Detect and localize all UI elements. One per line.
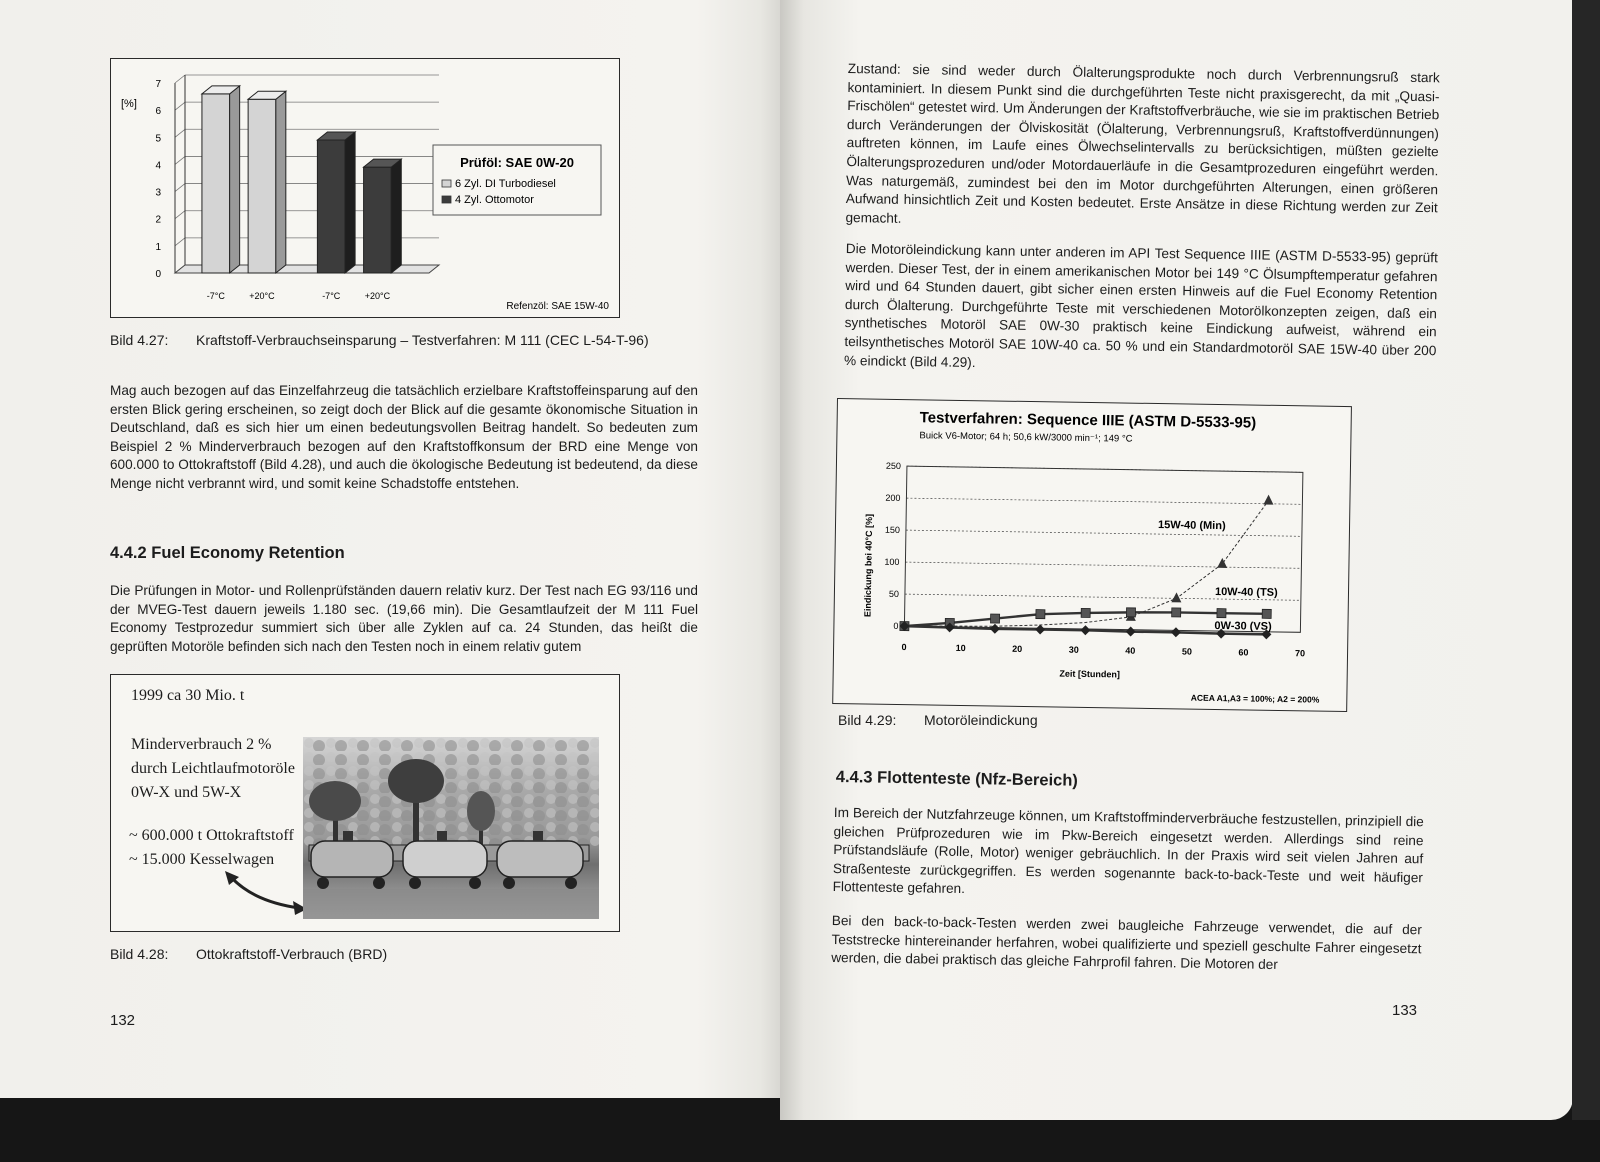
gridline — [175, 156, 185, 164]
caption-text: Kraftstoff-Verbrauchseinsparung – Testverfahren: M 111 (CEC L-54-T-96) — [196, 332, 649, 348]
bar-front — [364, 167, 392, 273]
figure-4-28 — [110, 674, 620, 932]
bar-front — [248, 99, 276, 273]
series-label-0w30: 0W-30 (VS) — [1214, 619, 1272, 633]
data-point — [990, 624, 1000, 634]
gridline — [175, 102, 185, 110]
y-tick-label: 200 — [885, 492, 901, 504]
x-category-label: -7°C — [206, 291, 225, 301]
x-tick-label: 50 — [1181, 646, 1193, 657]
caption-4-28 — [110, 946, 387, 962]
gridline — [175, 211, 185, 219]
bar — [364, 159, 402, 273]
gridline — [906, 498, 1302, 504]
y-tick-label: 150 — [884, 524, 901, 536]
y-tick-label: 100 — [884, 556, 900, 568]
tanker-train-photo — [303, 737, 599, 919]
x-tick-label: 0 — [901, 642, 907, 653]
caption-number: Bild 4.27: — [110, 332, 169, 348]
figure-4-27 — [110, 58, 620, 318]
reduction-line: 0W-X und 5W-X — [131, 784, 242, 801]
series-label-10w40: 10W-40 (TS) — [1214, 585, 1278, 599]
y-tick-label: 250 — [885, 460, 902, 472]
fuel-amount: ~ 600.000 t Ottokraftstoff — [129, 827, 294, 844]
reference-note: Refenzöl: SAE 15W-40 — [506, 301, 609, 312]
paragraph-economy: Mag auch bezogen auf das Einzelfahrzeug die tatsächlich erzielbare Kraftstoffeinsparung auf den ersten Blick gering erscheinen, so zeigt doch der Blick auf die gesamte ökonomische Situation in Deutschland, daß es sich hier um einen bedeutungsvollen Beitrag handelt. So bedeuten zum Beispiel 2 % Minderverbrauch bezogen auf den Kraftstoffkonsum der BRD eine Menge von 600.000 to Ottokraftstoff (Bild 4.28), und auch die ökologische Bedeutung ist bedeutend, da diese Menge nicht verbrannt wird, und somit keine Schadstoffe entstehen. — [110, 383, 698, 491]
data-point — [1126, 626, 1136, 636]
y-tick-label: 3 — [155, 187, 161, 199]
y-tick-label: 6 — [155, 106, 161, 118]
y-tick-label: 50 — [888, 588, 900, 599]
gridline — [175, 184, 185, 192]
legend-swatch-diesel — [442, 180, 451, 187]
section-heading-443: 4.4.3 Flottenteste (Nfz-Bereich) — [835, 768, 1079, 790]
data-point — [1081, 608, 1090, 617]
x-tick-label: 40 — [1125, 645, 1136, 656]
bar — [317, 132, 355, 273]
gridline — [906, 530, 1302, 536]
data-point — [1035, 624, 1045, 634]
y-tick-label: 0 — [893, 620, 899, 631]
data-point — [1217, 609, 1226, 618]
x-tick-label: 30 — [1068, 644, 1079, 655]
x-tick-label: 20 — [1012, 643, 1023, 654]
legend-box — [433, 145, 601, 215]
paragraph-fleet: Im Bereich der Nutzfahrzeuge können, um Kraftstoffminderverbräuche festzustellen, prinzipiell die gleichen Prüfprozeduren wie im Pkw-Bereich eingesetzt werden. Allerdings sind reine Prüfstandsläufe (Rolle, Motor) weniger gebräuchlich. In der Praxis wird seit vielen Jahren auf Straßenteste zurückgegriffen. Es werden sogenannte back-to-back-Teste und weit häufiger Flottenteste gefahren. — [832, 804, 1424, 897]
gridline — [175, 75, 185, 83]
legend-title: Prüföl: SAE 0W-20 — [460, 155, 574, 170]
caption-text: Ottokraftstoff-Verbrauch (BRD) — [196, 946, 388, 962]
x-tick-label: 70 — [1294, 648, 1306, 659]
paragraph-thickening: Die Motoröleindickung kann unter anderen im API Test Sequence IIIE (ASTM D-5533-95) geprüft werden. Dieser Test, der in einem amerikanischen Motor bei 149 °C Ölsumpftemperatur gefahren wird und 64 Stunden dauert, gibt sicher einen ersten Hinweis auf die Fuel Economy Retention durch Ölalterung. Durchgeführte Teste mit verschiedenen Motorölkonzepten zeigen, daß ein synthetisches Motoröl SAE 0W-30 praktisch keine Eindickung aufweist, während ein teilsynthetisches Motoröl SAE 10W-40 ca. 50 % und ein Standardmotoröl SAE 15W-40 über 200 % eindickt (Bild 4.29). — [843, 240, 1438, 370]
data-point — [1126, 608, 1135, 617]
y-tick-label: 4 — [155, 160, 161, 172]
figure-4-29 — [832, 398, 1352, 712]
data-point — [1172, 608, 1181, 617]
data-point — [1217, 558, 1227, 568]
x-tick-label: 10 — [955, 642, 966, 654]
x-category-label: +20°C — [249, 291, 275, 301]
plot-frame — [904, 466, 1302, 632]
data-point — [1171, 592, 1181, 602]
y-tick-label: 5 — [155, 133, 161, 145]
gridline — [905, 562, 1301, 568]
bar — [248, 91, 286, 273]
caption-4-27 — [110, 332, 649, 348]
gridline — [175, 129, 185, 137]
legend-swatch-otto — [442, 196, 451, 203]
caption-4-29 — [838, 712, 1038, 728]
data-point — [990, 614, 999, 623]
paragraph-back-to-back: Bei den back-to-back-Testen werden zwei baugleiche Fahrzeuge verwendet, die auf der Teststrecke hintereinander herfahren, wobei qualifizierte und speziell geschulte Fahrer eingesetzt werden, die dabei praktisch das gleiche Fahrprofil fahren. Die Motoren der — [831, 912, 1422, 973]
bar-front — [317, 140, 345, 273]
data-point — [1171, 627, 1181, 637]
y-tick-label: 0 — [155, 269, 161, 280]
right-page — [780, 0, 1573, 1120]
y-tick-label: 1 — [155, 241, 161, 253]
data-point — [1263, 495, 1273, 505]
series-label-15w40: 15W-40 (Min) — [1157, 519, 1226, 533]
caption-number: Bild 4.28: — [110, 946, 169, 962]
bar — [202, 86, 240, 273]
section-heading-442: 4.4.2 Fuel Economy Retention — [110, 544, 345, 562]
bar-chart-4-27 — [111, 59, 619, 317]
legend-item-diesel: 6 Zyl. DI Turbodiesel — [455, 178, 556, 190]
x-category-label: -7°C — [322, 291, 341, 301]
left-page — [0, 0, 792, 1098]
chart-title: Testverfahren: Sequence IIIE (ASTM D-5533-95) — [919, 409, 1257, 432]
x-axis-label: Zeit [Stunden] — [1059, 668, 1121, 680]
chart-subtitle: Buick V6-Motor; 64 h; 50,6 kW/3000 min⁻¹; 149 °C — [919, 430, 1133, 445]
bar-side — [391, 159, 401, 273]
reduction-text — [131, 733, 295, 805]
paragraph-tests: Die Prüfungen in Motor- und Rollenprüfständen dauern relativ kurz. Der Test nach EG 93/116 und der MVEG-Test dauern jeweils 1.180 sec. (19,66 min). Die Gesamtlaufzeit der M 111 Fuel Economy Testprozedur summiert sich über alle Zyklen auf ca. 24 Stunden, das heißt die geprüften Motoröle befinden sich nach den Testen noch in einem relativ gutem — [110, 583, 698, 654]
page-number-left: 132 — [110, 1012, 136, 1029]
y-axis-label: Eindickung bei 40°C [%] — [862, 513, 875, 618]
book-edge — [1572, 0, 1600, 1120]
x-category-label: +20°C — [364, 291, 391, 301]
legend-item-otto: 4 Zyl. Ottomotor — [455, 194, 534, 206]
y-unit-label: [%] — [121, 98, 137, 110]
x-tick-label: 60 — [1238, 647, 1249, 658]
gridline — [175, 238, 185, 246]
pointer-arrow-icon — [223, 871, 313, 917]
data-point — [1262, 609, 1271, 618]
bar-side — [230, 86, 240, 273]
data-point — [1036, 610, 1045, 619]
bar-front — [202, 94, 230, 273]
reduction-line: Minderverbrauch 2 % — [131, 736, 272, 753]
tanker-count: ~ 15.000 Kesselwagen — [129, 851, 275, 868]
line-chart-4-29 — [833, 399, 1351, 711]
year-consumption: 1999 ca 30 Mio. t — [131, 687, 245, 704]
y-tick-label: 7 — [155, 79, 161, 90]
chart-footnote: ACEA A1,A3 = 100%; A2 = 200% — [1190, 692, 1320, 705]
y-tick-label: 2 — [155, 214, 161, 226]
bar-side — [345, 132, 355, 273]
page-number-right: 133 — [1392, 1002, 1418, 1019]
caption-text: Motoröleindickung — [924, 712, 1038, 728]
paragraph-condition: Zustand: sie sind weder durch Ölalterungsprodukte noch durch Verbrennungsruß stark kontaminiert. In diesem Punkt sind die durchgeführten Teste nicht praxisgerecht, da mit „Quasi-Frischölen“ getestet wird. Um Änderungen der Kraftstoffverbräuche, wie sie im praktischen Betrieb durch Veränderungen der Ölviskosität (Ölalterung, Verbrennungsruß, Kraftstoffverdünnungen) auftreten können, im Laufe eines Ölwechselintervalls zu berücksichtigen, müßten gezielte Ölalterungsprozeduren und/oder Motordauerläufe in die Gesamtprozeduren eingeführt werden. Was naturgemäß, zumindest bei den im Motor durchgeführten Alterungen, einen größeren Aufwand hinsichtlich Zeit und Kosten bedeutet. Erste Ansätze in diese Richtung werden zur Zeit gemacht. — [845, 60, 1440, 226]
data-point — [1080, 625, 1090, 635]
bar-side — [276, 91, 286, 273]
reduction-line: durch Leichtlaufmotoröle — [131, 760, 295, 777]
caption-number: Bild 4.29: — [838, 712, 897, 728]
